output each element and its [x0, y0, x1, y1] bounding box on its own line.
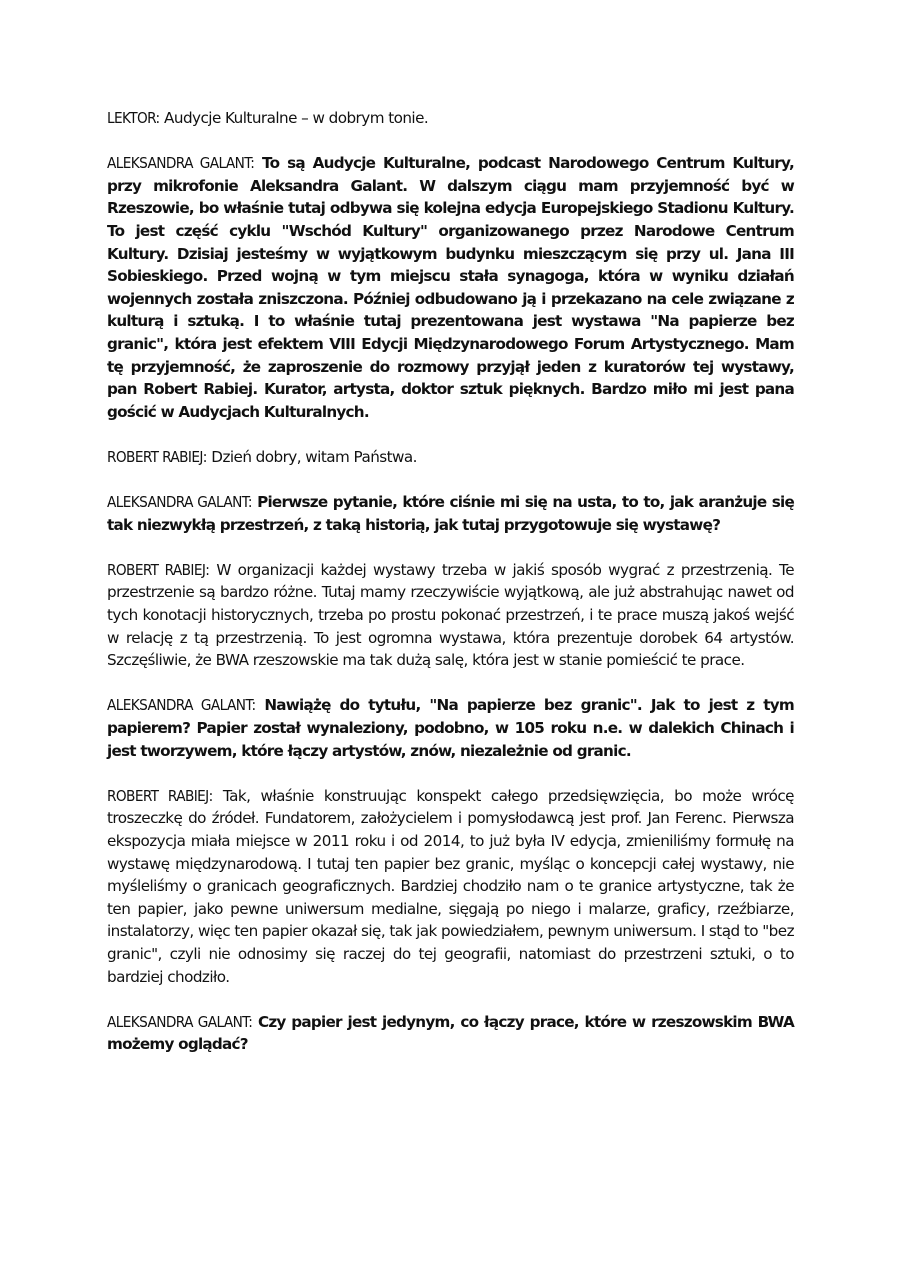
speaker-label: ALEKSANDRA GALANT: [107, 696, 256, 715]
utterance-text: Tak, właśnie konstruując konspekt całego przedsięwzięcia, bo może wrócę troszeczkę do źródeł. Fundatorem, założycielem i pomysłodawcą jest prof. Jan Ferenc. Pierwsza ekspozycja miała miejsce w 2011 roku i od 2014, to już była IV edycja, zmieniliśmy formułę na wystawę międzynarodową. I tutaj ten papier bez granic, myśląc o koncepcji całej wystawy, nie myśleliśmy o granicach geograficznych. Bardziej chodziło nam o te granice artystyczne, tak że ten papier, jako pewne uniwersum medialne, sięgają po niego i malarze, graficy, rzeźbiarze, instalatorzy, więc ten papier okazał się, tak jak powiedziałem, pewnym uniwersum. I stąd to "bez granic", czyli nie odnosimy się raczej do tej geografii, natomiast do przestrzeni sztuki, o to bardziej chodziło. [107, 786, 794, 986]
transcript-paragraph-galant [107, 152, 794, 423]
speaker-label: ROBERT RABIEJ: [107, 447, 207, 466]
transcript-paragraph-galant [107, 491, 794, 536]
speaker-label: ALEKSANDRA GALANT: [107, 154, 255, 173]
speaker-label: ROBERT RABIEJ: [107, 560, 210, 579]
transcript-paragraph-galant [107, 1011, 794, 1056]
utterance-text: Pierwsze pytanie, które ciśnie mi się na usta, to to, jak aranżuje się tak niezwykłą przestrzeń, z taką historią, jak tutaj przygotowuje się wystawę? [107, 493, 795, 534]
utterance-text: Nawiążę do tytułu, "Na papierze bez granic". Jak to jest z tym papierem? Papier został wynaleziony, podobno, w 105 roku n.e. w dalekich Chinach i jest tworzywem, które łączy artystów, znów, niezależnie od granic. [107, 696, 795, 760]
utterance-text: Audycje Kulturalne – w dobrym tonie. [164, 109, 429, 127]
transcript-paragraph-rabiej [107, 446, 794, 469]
transcript-paragraph-rabiej [107, 559, 794, 672]
transcript-paragraph-galant [107, 694, 794, 762]
speaker-label: ALEKSANDRA GALANT: [107, 493, 252, 512]
utterance-text: W organizacji każdej wystawy trzeba w jakiś sposób wygrać z przestrzenią. Te przestrzenie są bardzo różne. Tutaj mamy rzeczywiście wyjątkową, ale już abstrahując nawet od tych konotacji historycznych, trzeba po prostu pokonać przestrzeń, i te prace muszą jakoś wejść w relację z tą przestrzenią. To jest ogromna wystawa, która prezentuje dorobek 64 artystów. Szczęśliwie, że BWA rzeszowskie ma tak dużą salę, która jest w stanie pomieścić te prace. [107, 560, 794, 670]
transcript-page [107, 107, 794, 1079]
utterance-text: To są Audycje Kulturalne, podcast Narodowego Centrum Kultury, przy mikrofonie Aleksandra Galant. W dalszym ciągu mam przyjemność być w Rzeszowie, bo właśnie tutaj odbywa się kolejna edycja Europejskiego Stadionu Kultury. To jest część cyklu "Wschód Kultury" organizowanego przez Narodowe Centrum Kultury. Dzisiaj jesteśmy w wyjątkowym budynku mieszczącym się przy ul. Jana III Sobieskiego. Przed wojną w tym miejscu stała synagoga, która w wyniku działań wojennych została zniszczona. Później odbudowano ją i przekazano na cele związane z kulturą i sztuką. I to właśnie tutaj prezentowana jest wystawa "Na papierze bez granic", która jest efektem VIII Edycji Międzynarodowego Forum Artystycznego. Mam tę przyjemność, że zaproszenie do rozmowy przyjął jeden z kuratorów tej wystawy, pan Robert Rabiej. Kurator, artysta, doktor sztuk pięknych. Bardzo miło mi jest pana gościć w Audycjach Kulturalnych. [107, 154, 794, 421]
transcript-paragraph-rabiej [107, 785, 794, 988]
transcript-paragraph-lektor [107, 107, 794, 130]
speaker-label: LEKTOR: [107, 109, 160, 127]
utterance-text: Dzień dobry, witam Państwa. [211, 447, 417, 466]
utterance-text: Czy papier jest jedynym, co łączy prace, które w rzeszowskim BWA możemy oglądać? [107, 1012, 795, 1054]
speaker-label: ALEKSANDRA GALANT: [107, 1012, 253, 1031]
speaker-label: ROBERT RABIEJ: [107, 786, 213, 805]
